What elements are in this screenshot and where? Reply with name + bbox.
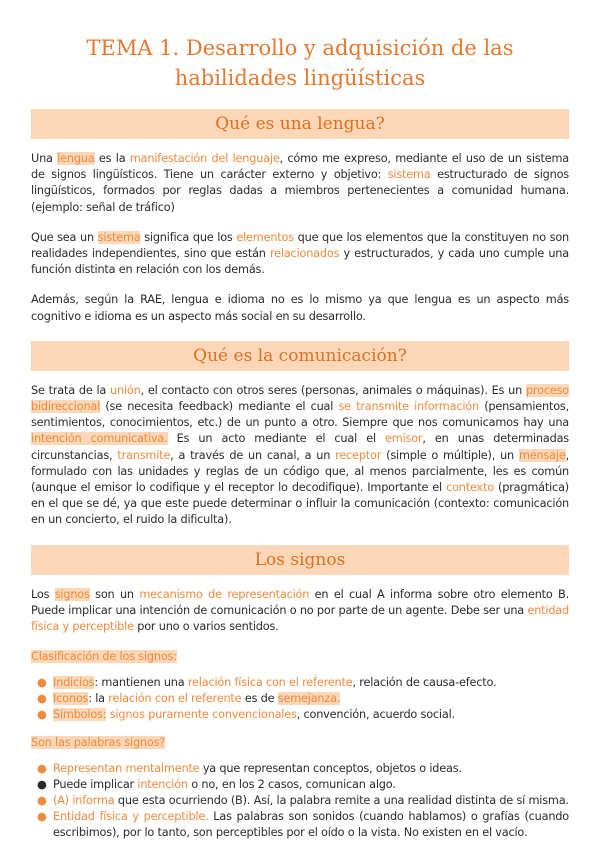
document-title [31, 0, 569, 93]
bullet-icon: ● [37, 794, 47, 808]
term-transmite-informacion: se transmite información [338, 400, 479, 414]
text: Se trata de la [31, 383, 111, 397]
term-contexto: contexto [446, 481, 494, 495]
text: , a través de un canal, a un [170, 448, 336, 462]
term-intencion: intención [137, 778, 188, 792]
text: o no, en los 2 casos, comunican algo. [187, 778, 396, 792]
term-sistema: sistema [97, 230, 141, 244]
term-semejanza: semejanza. [277, 692, 341, 706]
term-relacion-referente: relación con el referente [108, 692, 242, 706]
list-item-representan [37, 761, 569, 777]
bullet-icon: ● [37, 676, 47, 690]
text: , relación de causa-efecto. [352, 676, 497, 690]
bullet-icon: ● [37, 778, 47, 792]
text: (pensamientos, sentimientos, conocimientos, etc.) de un punto a otro. Siempre que nos comunicamos hay una [31, 400, 569, 430]
term-entidad-fisica: Entidad física y perceptible. [53, 810, 209, 824]
bullet-icon: ● [37, 708, 47, 722]
term-elementos: elementos [236, 230, 294, 244]
term-simbolos: Símbolos: [53, 708, 107, 722]
text: Una [31, 152, 58, 165]
text: , en unas determinadas circunstancias, [31, 432, 569, 462]
text: : mantienen una [94, 676, 188, 690]
term-transmite: transmite [117, 448, 171, 462]
text: en el cual A informa sobre otro elemento B. Puede implicar una intención de comunicación o no por parte de un agente. Debe ser una [31, 587, 569, 617]
text: son un [89, 587, 140, 601]
list-item-simbolos [37, 707, 569, 723]
text: Los [31, 587, 55, 601]
section-heading-comunicacion: Qué es la comunicación? [31, 341, 569, 371]
term-convencionales: signos puramente convencionales [109, 708, 297, 722]
term-proceso-bidireccional: proceso bidireccional [31, 383, 569, 414]
title-line-1: TEMA 1. Desarrollo y adquisición de las [86, 36, 514, 60]
clasificacion-list [31, 675, 569, 723]
term-relacionados: relacionados [269, 247, 340, 261]
comunicacion-paragraph [31, 383, 569, 529]
palabras-label-text: Son las palabras signos? [31, 736, 166, 750]
term-lengua: lengua [57, 152, 95, 165]
term-informa: (A) informa [53, 794, 115, 808]
text: estructurado de signos lingüísticos, formados por reglas dadas a miembros pertenecientes a comunidad humana. (ejemplo: señal de tráfico) [31, 168, 569, 214]
palabras-label [31, 735, 569, 751]
section-heading-lengua: Qué es una lengua? [31, 109, 569, 139]
list-item-entidad [37, 809, 569, 841]
term-emisor: emisor [385, 432, 423, 446]
term-iconos: Iconos [53, 692, 89, 706]
lengua-paragraph-1 [31, 151, 569, 216]
text: , convención, acuerdo social. [296, 708, 455, 722]
text: Las palabras son sonidos (cuando hablamos) o grafías (cuando escribimos), por lo tanto, son perceptibles por el oído o la vista. No existen en el vacío. [53, 810, 569, 840]
text: , cómo me expreso, mediante el uso de un sistema de signos lingüísticos. Tiene un carácter externo y objetivo: [31, 152, 569, 182]
clasificacion-label [31, 649, 569, 665]
term-manifestacion: manifestación del lenguaje [129, 152, 280, 165]
term-receptor: receptor [335, 448, 382, 462]
text: : la [88, 692, 109, 706]
list-item-iconos [37, 691, 569, 707]
text: significa que los [140, 230, 237, 244]
term-signos: signos [54, 587, 90, 601]
text: (simple o múltiple), un [381, 448, 519, 462]
text: y estructurados, y cada uno cumple una función distinta en relación con los demás. [31, 247, 569, 277]
palabras-list [31, 761, 569, 841]
text: , el contacto con otros seres (personas, animales o máquinas). Es un [140, 383, 526, 397]
signos-paragraph [31, 587, 569, 636]
list-item-informa [37, 793, 569, 809]
list-item-intencion [37, 777, 569, 793]
term-relacion-fisica: relación física con el referente [187, 676, 353, 690]
text: (se necesita feedback) mediante el cual [100, 400, 339, 414]
text: Es un acto mediante el cual el [167, 432, 386, 446]
bullet-icon: ● [37, 810, 47, 824]
text: Puede implicar [53, 778, 138, 792]
text: que que los elementos que la constituyen no son realidades independientes, sino que están [31, 230, 570, 261]
term-mensaje: mensaje [518, 448, 566, 462]
text: ya que representan conceptos, objetos o ideas. [199, 762, 462, 776]
text: Que sea un [31, 230, 98, 244]
clasificacion-label-text: Clasificación de los signos: [31, 650, 177, 664]
section-heading-signos: Los signos [31, 545, 569, 575]
bullet-icon: ● [37, 762, 47, 776]
text: es la [94, 152, 130, 165]
text: es de [241, 692, 278, 706]
term-indicios: Indicios [53, 676, 95, 690]
text: , formulado con las unidades y reglas de un código que, al menos parcialmente, les es común (aunque el emisor lo codifique y el receptor lo decodifique). Importante el [31, 448, 569, 495]
text: por uno o varios sentidos. [133, 620, 279, 634]
term-mecanismo-representacion: mecanismo de representación [139, 587, 310, 601]
term-representan: Representan mentalmente [53, 762, 200, 776]
text: (pragmática) en el que se dé, ya que este puede determinar o influir la comunicación (contexto: comunicación en un concierto, el ruido la dificulta). [31, 481, 570, 527]
term-intencion-comunicativa: intención comunicativa. [31, 432, 168, 446]
bullet-icon: ● [37, 692, 47, 706]
term-entidad-fisica: entidad física y perceptible [31, 603, 569, 634]
text: que esta ocurriendo (B). Así, la palabra remite a una realidad distinta de sí misma. [114, 794, 569, 808]
list-item-indicios [37, 675, 569, 691]
term-union: unión [110, 383, 141, 397]
term-sistema: sistema [387, 168, 431, 182]
lengua-paragraph-2 [31, 230, 569, 279]
lengua-paragraph-3: Además, según la RAE, lengua e idioma no es lo mismo ya que lengua es un aspecto más cognitivo e idioma es un aspecto más social en su desarrollo. [31, 293, 569, 323]
title-line-2: habilidades lingüísticas [174, 66, 426, 90]
